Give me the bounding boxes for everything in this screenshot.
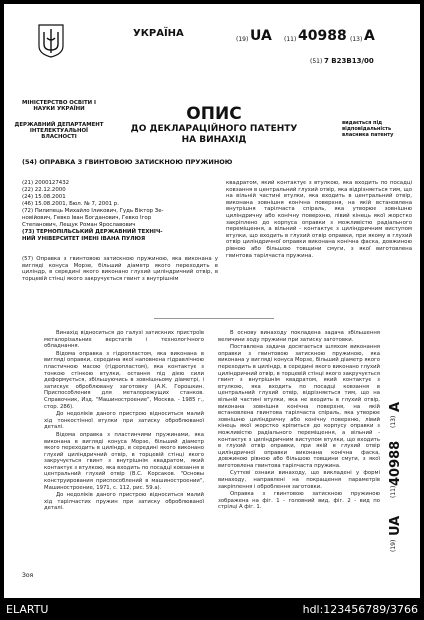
paragraph: Суттєві ознаки винаходу, що викладені у формі винаходу, направлені на покращення параметрів закріплення і оброблення заготовки. — [218, 470, 380, 490]
paragraph: Винахід відноситься до галузі затискних пристроїв металорізальних верстатів і технологічного обладнання. — [44, 330, 204, 350]
abstract-left: (57) Оправка з гвинтовою затискною пружиною, яка виконана у вигляді конуса Морзе, більший діаметр якого переходить в циліндр, в середині якого виконано глухий циліндричний отвір, в торцевій стінці якого закручується гвинт з внутрішнім — [22, 256, 218, 282]
department-name: ДЕРЖАВНИЙ ДЕПАРТАМЕНТ ІНТЕЛЕКТУАЛЬНОЇ ВЛАСНОСТІ — [14, 122, 104, 140]
side-code19-label: (19) — [390, 539, 397, 552]
paragraph: В основу винаходу покладена задача збільшення величини ходу пружини при затиску заготовки. — [218, 330, 380, 343]
paragraph: Поставлена задача досягається шляхом виконання оправки з гвинтовою затискною пружиною, яка виконана у вигляді конуса Морзе, більший діаметр якого переходить в циліндр, в середині якого виконано глухий циліндричний отвір, в торцевій стінці якого закручується гвинт з внутрішнім квадратом, який контактує з втулкою, яка входить по посадці ковзання в центральний глухий отвір, відрізняється тим, що на вільній частині втулки, яка не входить в глухий отвір, виконана зовнішня конічна поверхня, на якій встановлена гвинтова тарілчаста спіраль, яка утворює зовнішню циліндричну або конічну поверхню, лівий кінець якої жорстко кріпиться до корпусу оправки з можливістю радіального переміщення, а вільний - контактує з циліндричним виступом втулки, що входить в глухий отвір оправки, при якій в глухий отвір циліндричної оправки виконана конічна фаска, довжиною рівною або більшою товщини смуги, з якої виготовлена гвинтова тарілчаста пружина. — [218, 344, 380, 469]
invention-title: (54) ОПРАВКА З ГВИНТОВОЮ ЗАТИСКНОЮ ПРУЖИНОЮ — [22, 158, 233, 166]
biblio-line: НИЙ УНІВЕРСИТЕТ ІМЕНІ ІВАНА ПУЛЮЯ — [22, 236, 146, 242]
biblio-line: (21) 2000127432 — [22, 180, 70, 186]
handle-id: hdl:123456789/3766 — [302, 603, 418, 616]
sheet-mark: Зоя — [22, 572, 34, 579]
country-name: УКРАЇНА — [133, 28, 184, 39]
side-publication-codes — [386, 392, 416, 552]
paragraph: Оправка з гвинтовою затискною пружиною зображена на фіг. 1 - головний вид, фіг. 2 - вид по стрілці А фіг. 1. — [218, 491, 380, 511]
ministry-name: МІНІСТЕРСТВО ОСВІТИ І НАУКИ УКРАЇНИ — [21, 100, 97, 112]
code51-label: (51) — [310, 58, 323, 65]
paragraph: До недоліків даного пристрою відноситься малий хід тонкостінної втулки при затиску оброблюваної деталі. — [44, 411, 204, 431]
code13-value: A — [364, 28, 375, 44]
abstract-right: квадратом, який контактує з втулкою, яка входить по посадці ковзання в центральний глухий отвір, яка відрізняється тим, що на вільній частині втулки, яка входить в центральний отвір, виконана зовнішня конічна поверхня, на якій встановлена внутрішня тарілчаста спіраль, яка утворює зовнішню циліндричну або конічну поверхню, лівий кінець якої жорстко закріплено до корпуса оправки з можливістю радіального переміщення, а вільний - контактує з циліндричним виступом втулки, що входить в глухий отвір оправки, при якому в глухий отвір циліндричної оправки виконана конічна фаска, довжиною рівною або більшою товщини смуги, з якої виготовлена гвинтова тарілчаста пружина. — [226, 180, 412, 259]
doc-title: ОПИС — [186, 104, 242, 124]
doc-subtitle-2: НА ВИНАХІД — [181, 135, 247, 145]
code51-value: 7 B23B13/00 — [324, 57, 374, 65]
repository-name: ELARTU — [6, 603, 49, 616]
biblio-line: (72) Пилипець Михайло Іликович, Гудь Віктор Зе- — [22, 208, 164, 214]
document-page — [4, 4, 420, 598]
code19-label: (19) — [236, 36, 249, 43]
paragraph: До недоліків даного пристрою відноситься малий хід тарілчастих пружин при затиску оброблюваної деталі. — [44, 492, 204, 512]
biblio-line: (24) 15.08.2001 — [22, 194, 66, 200]
paragraph: Відома оправка з гідропластом, яка виконана в вигляді оправки, середина якої наповнена гідравлічною пластичною масою (гідропластом), яка контактує з тонкою стінкою втулки, остання під дією сили деформується, збільшуючись в зовнішньому діаметрі, і затискує оброблювану заготовку (А.К. Горошкин. Приспособления для металорежущих станков. Справочник, Изд. "Машиностроение", Москва. - 1985 г., стор. 286). — [44, 350, 204, 410]
doc-subtitle-1: ДО ДЕКЛАРАЦІЙНОГО ПАТЕНТУ — [130, 124, 298, 134]
viewer-footer-bar — [0, 598, 424, 620]
body-right-column — [218, 330, 380, 511]
side-code19-value: UA — [388, 515, 403, 536]
biblio-block — [22, 180, 218, 250]
code19-value: UA — [250, 28, 272, 44]
biblio-line: Степанович, Лещук Роман Ярославович — [22, 222, 136, 228]
biblio-line: новійович, Гевко Іван Богданович, Гевко Ігор — [22, 215, 152, 221]
side-code13-label: (13) — [390, 415, 397, 428]
code11-value: 40988 — [298, 28, 347, 44]
side-code13-value: A — [388, 401, 403, 412]
section-divider — [154, 318, 274, 319]
code11-label: (11) — [284, 36, 297, 43]
biblio-line: (22) 22.12.2000 — [22, 187, 66, 193]
paragraph: Відома оправка з пластинчими пружинами, яка виконана в вигляді конуса Морзе, більший діаметр якого переходить в циліндр, в середині якого виконано глухий циліндричний отвір, в торцевій стінці якого закручується гвинт з внутрішнім квадратом, який контактує з втулкою, яка входить по посадці ковзання в центральний глухий отвір (В.С. Корсаков. "Основы конструирования приспособлений в машиностроении", Машиностроение, 1971, с. 112, рис. 59.а). — [44, 431, 204, 491]
side-code11-label: (11) — [390, 485, 397, 498]
trident-emblem-icon — [38, 24, 64, 58]
side-code11-value: 40988 — [388, 440, 403, 486]
body-left-column — [44, 330, 204, 512]
biblio-line: (73) ТЕРНОПІЛЬСЬКИЙ ДЕРЖАВНИЙ ТЕХНІЧ- — [22, 229, 163, 235]
side-note: видається під відповідальність власника патенту — [342, 120, 394, 138]
code13-label: (13) — [350, 36, 363, 43]
biblio-line: (46) 15.08.2001, Бюл. № 7, 2001 р. — [22, 201, 119, 207]
